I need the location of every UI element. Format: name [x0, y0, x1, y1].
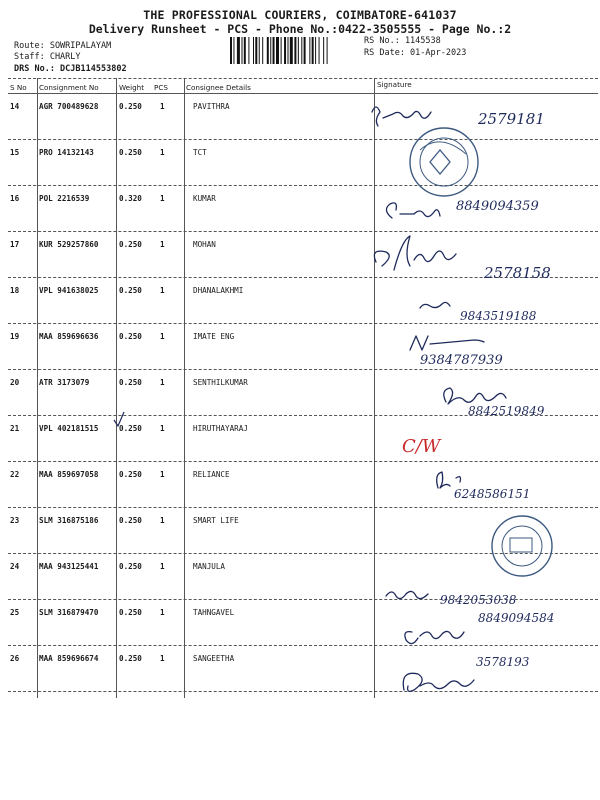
row-consignee: SANGEETHA [193, 654, 235, 663]
barcode-bar [281, 37, 282, 64]
barcode-bar [327, 37, 328, 64]
row-pcs: 1 [160, 424, 165, 433]
column-divider [184, 78, 185, 698]
row-consignment-no: VPL 402181515 [39, 424, 99, 433]
row-separator [8, 369, 598, 370]
handwritten-number: 2578158 [484, 264, 551, 282]
rs-date: RS Date: 01-Apr-2023 [364, 48, 467, 58]
row-weight: 0.250 [119, 654, 142, 663]
row-separator [8, 323, 598, 324]
barcode-bar [276, 37, 279, 64]
barcode-bar [248, 37, 249, 64]
row-consignee: MANJULA [193, 562, 226, 571]
row-separator [8, 461, 598, 462]
barcode-bar [294, 37, 296, 64]
row-consignment-no: MAA 859696674 [39, 654, 99, 663]
row-consignment-no: SLM 316875186 [39, 516, 99, 525]
row-sno: 20 [10, 378, 20, 387]
runsheet-table [8, 78, 600, 698]
barcode-bar [290, 37, 293, 64]
row-separator [8, 185, 598, 186]
handwritten-number: 8842519849 [468, 404, 545, 418]
row-separator [8, 415, 598, 416]
row-sno: 22 [10, 470, 20, 479]
row-weight: 0.250 [119, 332, 142, 341]
row-separator [8, 645, 598, 646]
row-consignee: TAHNGAVEL [193, 608, 235, 617]
header-sno: S No [10, 83, 27, 92]
row-separator [8, 231, 598, 232]
row-pcs: 1 [160, 332, 165, 341]
row-pcs: 1 [160, 654, 165, 663]
barcode-bar [323, 37, 324, 64]
row-separator [8, 599, 598, 600]
row-sno: 24 [10, 562, 20, 571]
row-pcs: 1 [160, 608, 165, 617]
row-pcs: 1 [160, 102, 165, 111]
row-pcs: 1 [160, 194, 165, 203]
row-pcs: 1 [160, 286, 165, 295]
header-rule [8, 93, 598, 94]
barcode-bar [262, 37, 263, 64]
row-consignee: TCT [193, 148, 207, 157]
barcode-bar [315, 37, 316, 64]
barcode-bar [244, 37, 246, 64]
row-sno: 16 [10, 194, 20, 203]
row-sno: 14 [10, 102, 20, 111]
drs-number: DRS No.: DCJB114553802 [14, 64, 127, 74]
row-separator [8, 277, 598, 278]
barcode-bar [284, 37, 286, 64]
row-consignee: RELIANCE [193, 470, 230, 479]
row-pcs: 1 [160, 470, 165, 479]
row-consignee: SENTHILKUMAR [193, 378, 248, 387]
runsheet-title: Delivery Runsheet - PCS - Phone No.:0422-3505555 - Page No.:2 [88, 22, 512, 36]
barcode-bar [304, 37, 306, 64]
column-divider [374, 78, 375, 698]
barcode-bar [301, 37, 302, 64]
row-consignee: DHANALAKHMI [193, 286, 244, 295]
row-sno: 17 [10, 240, 20, 249]
barcode-bar [255, 37, 257, 64]
row-weight: 0.250 [119, 102, 142, 111]
header-pcs: PCS [154, 83, 168, 92]
row-pcs: 1 [160, 516, 165, 525]
row-consignee: SMART LIFE [193, 516, 239, 525]
header-weight: Weight [119, 83, 145, 92]
row-weight: 0.250 [119, 470, 142, 479]
row-sno: 19 [10, 332, 20, 341]
barcode-bar [288, 37, 289, 64]
row-weight: 0.250 [119, 378, 142, 387]
row-sno: 26 [10, 654, 20, 663]
row-pcs: 1 [160, 148, 165, 157]
row-sno: 15 [10, 148, 20, 157]
row-sno: 23 [10, 516, 20, 525]
barcode-bar [298, 37, 299, 64]
row-pcs: 1 [160, 240, 165, 249]
row-weight: 0.250 [119, 240, 142, 249]
row-weight: 0.250 [119, 562, 142, 571]
row-weight: 0.320 [119, 194, 142, 203]
row-separator [8, 691, 598, 692]
barcode-bar [253, 37, 254, 64]
route-label: Route: SOWRIPALAYAM [14, 41, 112, 51]
row-sno: 18 [10, 286, 20, 295]
handwritten-number: 3578193 [476, 655, 530, 669]
barcode-bar [273, 37, 275, 64]
row-consignee: IMATE ENG [193, 332, 235, 341]
barcode [230, 37, 358, 64]
row-separator [8, 139, 598, 140]
row-pcs: 1 [160, 562, 165, 571]
barcode-bar [233, 37, 234, 64]
barcode-bar [312, 37, 314, 64]
header-signature: Signature [377, 80, 412, 89]
barcode-bar [259, 37, 260, 64]
row-consignment-no: POL 2216539 [39, 194, 90, 203]
column-divider [37, 78, 38, 698]
handwritten-number: 9842053038 [440, 593, 517, 607]
barcode-bar [242, 37, 243, 64]
column-divider [116, 78, 117, 698]
barcode-bar [319, 37, 320, 64]
barcode-bar [270, 37, 271, 64]
row-consignment-no: MAA 859696636 [39, 332, 99, 341]
row-consignment-no: PRO 14132143 [39, 148, 94, 157]
row-consignee: HIRUTHAYARAJ [193, 424, 248, 433]
row-sno: 25 [10, 608, 20, 617]
row-weight: 0.250 [119, 608, 142, 617]
row-consignment-no: MAA 943125441 [39, 562, 99, 571]
row-sno: 21 [10, 424, 20, 433]
row-weight: 0.250 [119, 286, 142, 295]
row-consignment-no: AGR 700489628 [39, 102, 99, 111]
handwritten-number: 6248586151 [454, 487, 531, 501]
barcode-bar [309, 37, 310, 64]
header-consignment: Consignment No [39, 83, 99, 92]
handwritten-note: C/W [402, 436, 441, 457]
barcode-bar [230, 37, 232, 64]
handwritten-number: 8849094359 [456, 199, 539, 214]
row-consignment-no: KUR 529257860 [39, 240, 99, 249]
table-top-rule [8, 78, 598, 79]
row-consignment-no: VPL 941638025 [39, 286, 99, 295]
row-consignment-no: MAA 859697058 [39, 470, 99, 479]
barcode-bar [237, 37, 240, 64]
row-consignment-no: SLM 316879470 [39, 608, 99, 617]
row-weight: 0.250 [119, 516, 142, 525]
row-weight: 0.250 [119, 148, 142, 157]
row-consignment-no: ATR 3173079 [39, 378, 90, 387]
row-consignee: PAVITHRA [193, 102, 230, 111]
rs-number: RS No.: 1145538 [364, 36, 441, 46]
barcode-bar [267, 37, 269, 64]
row-weight: 0.250 [119, 424, 142, 433]
header-consignee: Consignee Details [186, 83, 251, 92]
row-consignee: KUMAR [193, 194, 216, 203]
row-pcs: 1 [160, 378, 165, 387]
staff-label: Staff: CHARLY [14, 52, 81, 62]
handwritten-number: 9384787939 [420, 353, 503, 368]
handwritten-number: 8849094584 [478, 611, 555, 625]
row-separator [8, 553, 598, 554]
handwritten-number: 9843519188 [460, 309, 537, 323]
handwritten-number: 2579181 [478, 110, 545, 128]
row-consignee: MOHAN [193, 240, 216, 249]
row-separator [8, 507, 598, 508]
company-title: THE PROFESSIONAL COURIERS, COIMBATORE-641037 [143, 8, 457, 22]
